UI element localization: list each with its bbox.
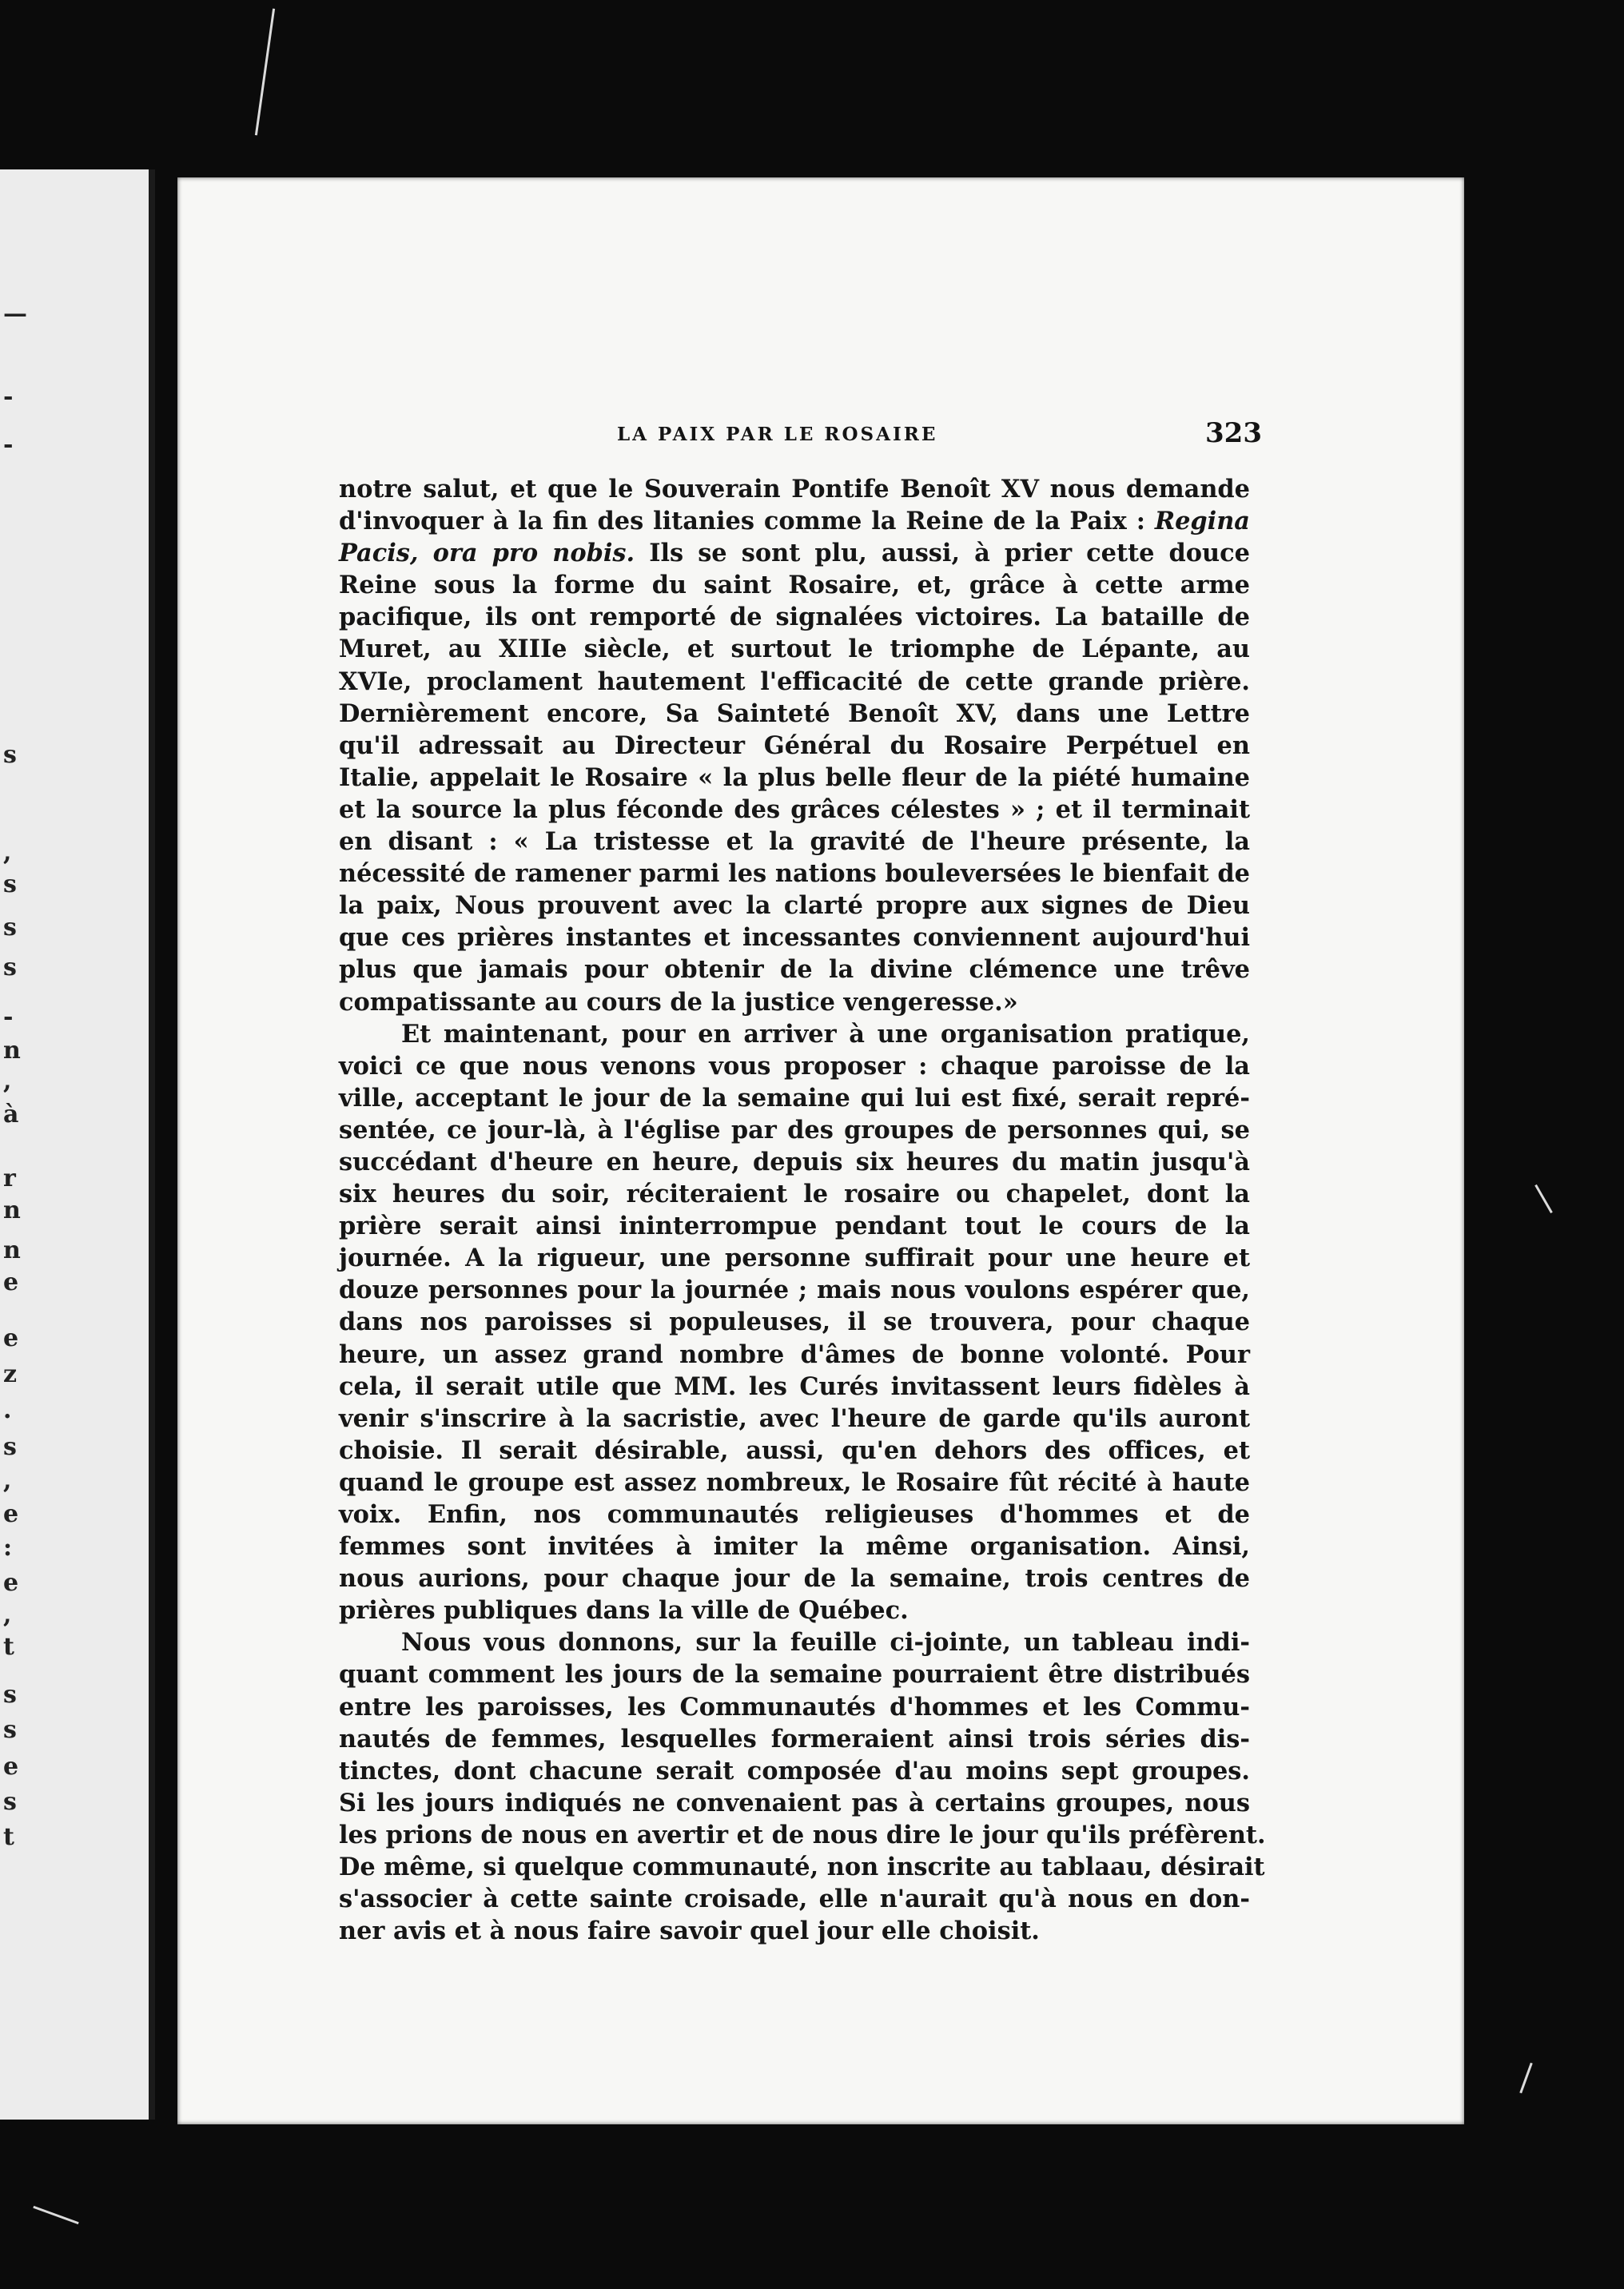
left-page-glyph: s xyxy=(3,870,17,898)
text-line xyxy=(339,1819,1266,1851)
text-line xyxy=(339,1371,1250,1403)
text-line xyxy=(339,1787,1250,1819)
text-line xyxy=(339,1306,1250,1338)
text-run: ville, acceptant le jour de la semaine qui lui est fixé, serait repré- xyxy=(339,1083,1250,1113)
text-line xyxy=(339,1531,1250,1562)
running-head xyxy=(177,417,1464,457)
text-line xyxy=(339,858,1250,890)
italic-text: Regina xyxy=(1154,507,1250,536)
text-line xyxy=(339,1883,1250,1915)
left-page-glyph: n xyxy=(3,1196,21,1224)
text-run: plus que jamais pour obtenir de la divine clémence une trêve xyxy=(339,955,1250,985)
text-line xyxy=(339,1562,1250,1594)
text-run: Ils se sont plu, aussi, à prier cette douce xyxy=(635,539,1250,568)
text-run: choisie. Il serait désirable, aussi, qu'en dehors des offices, et xyxy=(339,1435,1250,1465)
text-line xyxy=(339,1146,1250,1178)
text-run: et la source la plus féconde des grâces célestes » ; et il terminait xyxy=(339,794,1250,824)
left-page-glyph: s xyxy=(3,1681,17,1709)
text-run: dans nos paroisses si populeuses, il se trouvera, pour chaque xyxy=(339,1308,1250,1337)
text-run: voici ce que nous venons vous proposer : chaque paroisse de la xyxy=(339,1051,1250,1081)
text-run: la paix, Nous prouvent avec la clarté propre aux signes de Dieu xyxy=(339,891,1250,921)
text-line xyxy=(339,1435,1250,1467)
text-run: Nous vous donnons, sur la feuille ci-jointe, un tableau indi- xyxy=(401,1628,1250,1658)
text-run: heure, un assez grand nombre d'âmes de bonne volonté. Pour xyxy=(339,1340,1250,1369)
text-line xyxy=(339,1178,1250,1210)
page-number: 323 xyxy=(1205,417,1262,449)
italic-text: Pacis, ora pro nobis. xyxy=(339,539,635,568)
running-title: LA PAIX PAR LE ROSAIRE xyxy=(617,424,938,445)
text-line xyxy=(339,601,1250,633)
text-line xyxy=(339,922,1250,953)
text-line xyxy=(339,1210,1250,1242)
left-page-glyph: , xyxy=(3,1601,12,1629)
film-scratch xyxy=(33,2206,78,2224)
text-run: notre salut, et que le Souverain Pontife Benoît XV nous demande xyxy=(339,475,1250,504)
left-page-glyph: - xyxy=(3,383,14,411)
text-run: Muret, au XIIIe siècle, et surtout le triomphe de Lépante, au xyxy=(339,635,1250,664)
text-run: s'associer à cette sainte croisade, elle n'aurait qu'à nous en don- xyxy=(339,1885,1250,1914)
text-line xyxy=(339,1626,1250,1658)
text-line xyxy=(339,505,1250,537)
left-page-glyph: e xyxy=(3,1500,19,1528)
text-run: ner avis et à nous faire savoir quel jour elle choisit. xyxy=(339,1917,1040,1946)
text-line xyxy=(339,1114,1250,1146)
left-page-glyph: t xyxy=(3,1823,14,1851)
text-run: que ces prières instantes et incessantes conviennent aujourd'hui xyxy=(339,923,1250,953)
text-line xyxy=(339,1403,1250,1435)
text-run: femmes sont invitées à imiter la même organisation. Ainsi, xyxy=(339,1532,1250,1562)
left-page-glyph: , xyxy=(3,838,12,866)
body-text xyxy=(339,473,1266,1947)
text-run: XVIe, proclament hautement l'efficacité de cette grande prière. xyxy=(339,667,1250,696)
text-run: De même, si quelque communauté, non inscrite au tablaau, désirait xyxy=(339,1853,1265,1882)
text-line xyxy=(339,1018,1250,1050)
text-run: cela, il serait utile que MM. les Curés invitassent leurs fidèles à xyxy=(339,1371,1250,1401)
left-page-glyph: r xyxy=(3,1164,16,1192)
left-page-edge xyxy=(0,169,155,2120)
text-line xyxy=(339,633,1250,665)
text-run: Et maintenant, pour en arriver à une organisation pratique, xyxy=(401,1019,1250,1049)
text-line xyxy=(339,762,1250,794)
text-line xyxy=(339,1274,1250,1306)
left-page-glyph: t xyxy=(3,1633,14,1661)
film-scratch xyxy=(255,9,275,136)
text-line xyxy=(339,666,1250,698)
text-line xyxy=(339,986,1250,1018)
text-run: compatissante au cours de la justice vengeresse.» xyxy=(339,987,1018,1017)
left-page-glyph: . xyxy=(3,1396,12,1424)
text-line xyxy=(339,1658,1250,1690)
left-page-glyph: , xyxy=(3,1067,12,1095)
text-line xyxy=(339,1594,1250,1626)
left-page-glyph: e xyxy=(3,1324,19,1352)
text-run: d'invoquer à la fin des litanies comme la Reine de la Paix : xyxy=(339,507,1155,536)
left-page-glyph: n xyxy=(3,1037,21,1065)
text-line xyxy=(339,1499,1250,1531)
text-run: Italie, appelait le Rosaire « la plus belle fleur de la piété humaine xyxy=(339,762,1250,792)
text-line xyxy=(339,1339,1250,1371)
text-run: prière serait ainsi ininterrompue pendant tout le cours de la xyxy=(339,1212,1250,1241)
text-line xyxy=(339,1723,1250,1755)
text-line xyxy=(339,794,1250,826)
text-run: sentée, ce jour-là, à l'église par des groupes de personnes qui, se xyxy=(339,1115,1250,1144)
text-run: tinctes, dont chacune serait composée d'au moins sept groupes. xyxy=(339,1756,1250,1785)
left-page-glyph: s xyxy=(3,1716,17,1744)
text-line xyxy=(339,953,1250,985)
left-page-glyph: s xyxy=(3,1788,17,1816)
text-line xyxy=(339,569,1250,601)
text-line xyxy=(339,1851,1265,1883)
text-run: journée. A la rigueur, une personne suffirait pour une heure et xyxy=(339,1244,1250,1273)
text-run: pacifique, ils ont remporté de signalées victoires. La bataille de xyxy=(339,603,1250,632)
text-run: Si les jours indiqués ne convenaient pas à certains groupes, nous xyxy=(339,1788,1250,1817)
book-page xyxy=(177,177,1464,2124)
left-page-glyph: s xyxy=(3,953,17,981)
text-run: six heures du soir, réciteraient le rosaire ou chapelet, dont la xyxy=(339,1180,1250,1209)
text-line xyxy=(339,1915,1250,1947)
text-run: venir s'inscrire à la sacristie, avec l'heure de garde qu'ils auront xyxy=(339,1403,1250,1433)
text-line xyxy=(339,1082,1250,1114)
film-scratch xyxy=(1519,2063,1533,2094)
text-run: prières publiques dans la ville de Québec. xyxy=(339,1596,909,1626)
text-line xyxy=(339,730,1250,762)
text-run: nécessité de ramener parmi les nations bouleversées le bienfait de xyxy=(339,859,1250,889)
text-line xyxy=(339,473,1250,505)
left-page-glyph: s xyxy=(3,741,17,769)
left-page-glyph: e xyxy=(3,1753,19,1781)
left-page-glyph: : xyxy=(3,1534,13,1562)
left-page-glyph: s xyxy=(3,1433,17,1461)
left-page-glyph: e xyxy=(3,1268,19,1296)
left-page-glyph: à xyxy=(3,1101,19,1129)
text-run: Reine sous la forme du saint Rosaire, et, grâce à cette arme xyxy=(339,571,1250,600)
left-page-glyph: - xyxy=(3,1003,14,1031)
left-page-glyph: , xyxy=(3,1467,12,1495)
text-run: les prions de nous en avertir et de nous dire le jour qu'ils préfèrent. xyxy=(339,1820,1266,1849)
text-run: douze personnes pour la journée ; mais nous voulons espérer que, xyxy=(339,1276,1250,1305)
text-run: Dernièrement encore, Sa Sainteté Benoît XV, dans une Lettre xyxy=(339,699,1250,728)
text-line xyxy=(339,1467,1250,1499)
film-scratch xyxy=(1534,1184,1553,1213)
text-line xyxy=(339,1050,1250,1082)
text-line xyxy=(339,826,1250,858)
left-page-glyph: e xyxy=(3,1569,19,1597)
text-run: succédant d'heure en heure, depuis six heures du matin jusqu'à xyxy=(339,1147,1250,1176)
text-run: entre les paroisses, les Communautés d'hommes et les Commu- xyxy=(339,1692,1250,1722)
text-run: quant comment les jours de la semaine pourraient être distribués xyxy=(339,1660,1250,1690)
text-line xyxy=(339,698,1250,730)
left-page-glyph: z xyxy=(3,1360,18,1388)
text-run: voix. Enfin, nos communautés religieuses d'hommes et de xyxy=(339,1500,1250,1529)
left-page-glyph: — xyxy=(3,300,27,328)
text-run: quand le groupe est assez nombreux, le Rosaire fût récité à haute xyxy=(339,1467,1250,1497)
text-line xyxy=(339,1242,1250,1274)
text-line xyxy=(339,537,1250,569)
text-run: nautés de femmes, lesquelles formeraient ainsi trois séries dis- xyxy=(339,1724,1250,1754)
left-page-glyph: s xyxy=(3,914,17,941)
text-run: en disant : « La tristesse et la gravité de l'heure présente, la xyxy=(339,827,1250,857)
text-run: nous aurions, pour chaque jour de la semaine, trois centres de xyxy=(339,1564,1250,1594)
text-line xyxy=(339,890,1250,922)
left-page-glyph: n xyxy=(3,1236,21,1264)
text-line xyxy=(339,1755,1250,1787)
left-page-glyph: - xyxy=(3,431,14,459)
text-line xyxy=(339,1691,1250,1723)
text-run: qu'il adressait au Directeur Général du Rosaire Perpétuel en xyxy=(339,730,1250,760)
